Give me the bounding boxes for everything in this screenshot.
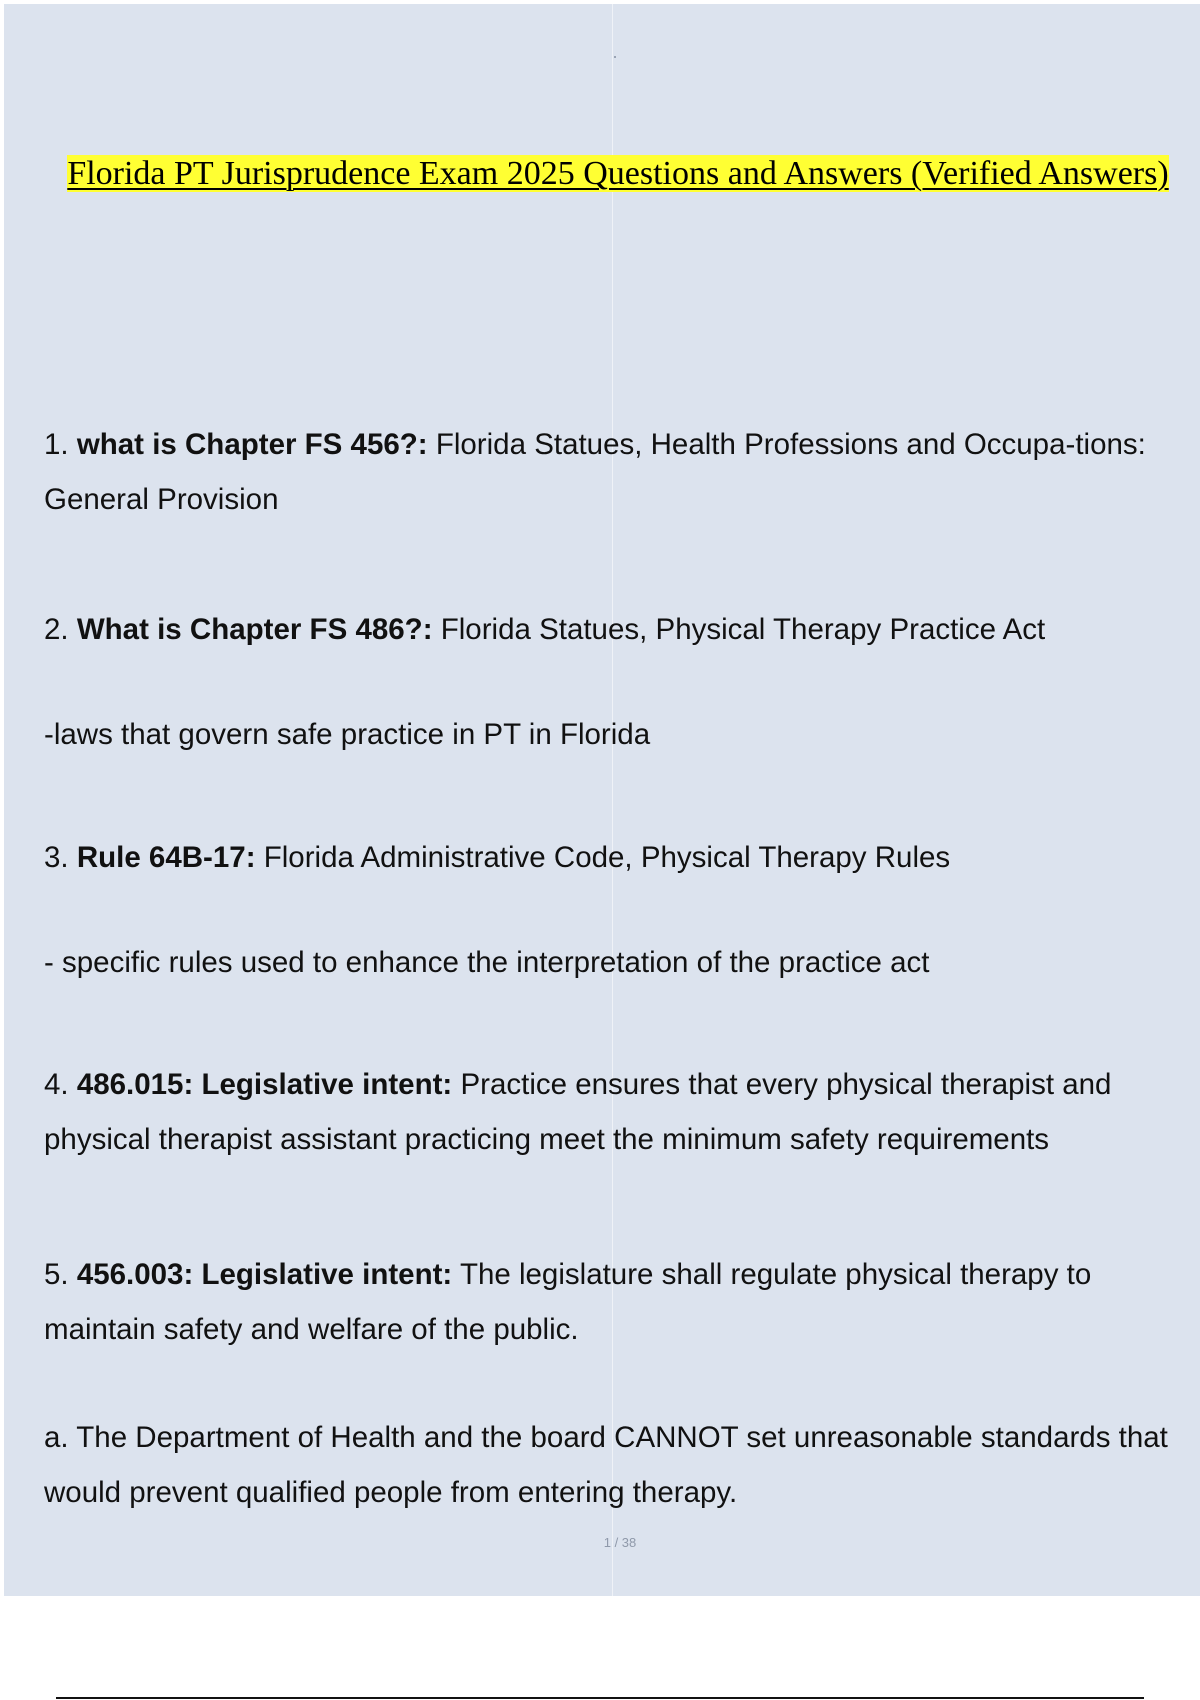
note-text: -laws that govern safe practice in PT in Florida xyxy=(44,718,651,751)
question-2 xyxy=(44,602,1194,657)
note-text: - specific rules used to enhance the interpretation of the practice act xyxy=(44,946,930,979)
question-note xyxy=(44,1410,1194,1520)
document-title xyxy=(40,143,1196,205)
question-term: What is Chapter FS 486?: xyxy=(76,613,433,646)
question-number: 5. xyxy=(44,1258,69,1291)
question-number: 4. xyxy=(44,1068,69,1101)
question-note xyxy=(44,935,1194,990)
question-term: 486.015: Legislative intent: xyxy=(76,1068,453,1101)
question-1 xyxy=(44,417,1194,527)
question-answer: Florida Statues, Physical Therapy Practice Act xyxy=(440,613,1046,646)
question-note xyxy=(44,707,1194,762)
title-highlight: Florida PT Jurisprudence Exam 2025 Questions and Answers (Verified Answers) xyxy=(67,155,1169,192)
question-number: 3. xyxy=(44,841,69,874)
scan-mark xyxy=(614,56,616,58)
note-text: a. The Department of Health and the board CANNOT set unreasonable standards that would prevent qualified people from entering therapy. xyxy=(44,1421,1168,1509)
question-3 xyxy=(44,830,1194,885)
scan-center-line xyxy=(612,4,613,1596)
question-answer: Practice ensures that every physical therapist and physical therapist assistant practicing meet the minimum safety requirements xyxy=(44,1068,1112,1156)
document-page xyxy=(4,4,1200,1596)
question-number: 2. xyxy=(44,613,69,646)
question-4 xyxy=(44,1057,1194,1167)
question-term: Rule 64B-17: xyxy=(76,841,256,874)
question-term: 456.003: Legislative intent: xyxy=(76,1258,453,1291)
question-answer: Florida Administrative Code, Physical Therapy Rules xyxy=(263,841,951,874)
footer-divider xyxy=(56,1697,1144,1699)
question-term: what is Chapter FS 456?: xyxy=(76,428,428,461)
page-number: 1 / 38 xyxy=(603,1535,637,1550)
question-answer: The legislature shall regulate physical therapy to maintain safety and welfare of the public. xyxy=(44,1258,1092,1346)
question-answer: Florida Statues, Health Professions and Occupa-tions: General Provision xyxy=(44,428,1146,516)
question-5 xyxy=(44,1247,1194,1357)
question-number: 1. xyxy=(44,428,69,461)
